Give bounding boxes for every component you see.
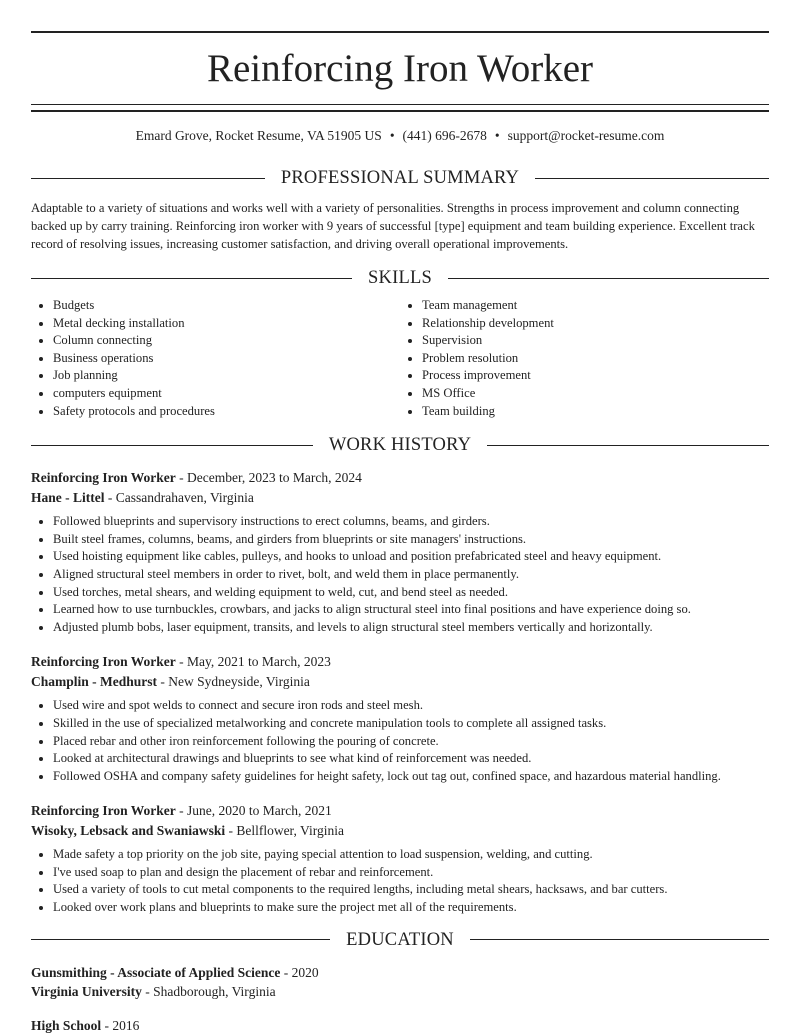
section-rule-right bbox=[448, 278, 769, 279]
header-double-rule bbox=[31, 104, 769, 112]
job-bullets bbox=[31, 846, 769, 916]
job-location: - Cassandrahaven, Virginia bbox=[104, 489, 254, 505]
section-rule-right bbox=[487, 445, 769, 446]
skill-item: • MS Office bbox=[422, 385, 769, 403]
education-year: - 2016 bbox=[101, 1017, 140, 1033]
education-section-title: EDUCATION bbox=[346, 929, 454, 950]
education-entry bbox=[31, 1016, 769, 1035]
contact-separator: • bbox=[389, 128, 395, 143]
skill-item: • Metal decking installation bbox=[53, 315, 400, 333]
skills-section-title: SKILLS bbox=[368, 268, 432, 288]
job-title-line bbox=[31, 652, 769, 672]
resume-page bbox=[31, 31, 769, 1035]
top-rule bbox=[31, 31, 769, 33]
job-company-line bbox=[31, 672, 769, 692]
education-school-line bbox=[31, 982, 769, 1002]
job-bullet: • Followed OSHA and company safety guidelines for height safety, lock out tag out, confined space, and hazardous material handling. bbox=[53, 768, 769, 786]
skill-item: • Budgets bbox=[53, 297, 400, 315]
skill-item: • Safety protocols and procedures bbox=[53, 403, 400, 421]
section-rule-right bbox=[535, 178, 769, 179]
education-degree-line bbox=[31, 963, 769, 983]
skill-item: • Job planning bbox=[53, 367, 400, 385]
summary-text: Adaptable to a variety of situations and works well with a variety of personalities. Strengths in process improvement and column connecting backed up by carry training. Reinforcing iron worker with 9 years of successful [type] equipment and team building experience. Excellent track record of resolving issues, increasing customer satisfaction, and driving overall operational improvements. bbox=[31, 201, 755, 251]
job-bullet: • Looked over work plans and blueprints to make sure the project met all of the requirements. bbox=[53, 899, 769, 917]
skills-section-header bbox=[31, 267, 769, 289]
job-company: Hane - Littel bbox=[31, 489, 105, 505]
skill-item: • Relationship development bbox=[422, 315, 769, 333]
education-section-header bbox=[31, 929, 769, 951]
job-bullet: • Placed rebar and other iron reinforcement following the pouring of concrete. bbox=[53, 733, 769, 751]
job-entry bbox=[31, 801, 769, 916]
contact-phone: (441) 696-2678 bbox=[402, 128, 487, 143]
summary-section-header bbox=[31, 167, 769, 189]
job-bullet: • Used a variety of tools to cut metal components to the required lengths, including metal shears, hacksaws, and bar cutters. bbox=[53, 881, 769, 899]
education-school: Virginia University bbox=[31, 984, 142, 1000]
job-dates: - December, 2023 to March, 2024 bbox=[175, 470, 362, 486]
education-location: - Shadborough, Virginia bbox=[141, 984, 276, 1000]
job-title-line bbox=[31, 801, 769, 821]
job-dates: - June, 2020 to March, 2021 bbox=[175, 803, 332, 819]
section-rule-left bbox=[31, 445, 313, 446]
job-bullet: • Looked at architectural drawings and blueprints to see what kind of reinforcement was needed. bbox=[53, 750, 769, 768]
job-bullet: • Used hoisting equipment like cables, pulleys, and hooks to unload and position prefabricated steel and heavy equipment. bbox=[53, 548, 769, 566]
job-title: Reinforcing Iron Worker bbox=[31, 654, 176, 670]
education-degree: High School bbox=[31, 1017, 102, 1033]
skill-item: • Business operations bbox=[53, 350, 400, 368]
education-entry bbox=[31, 963, 769, 1002]
job-entry bbox=[31, 652, 769, 785]
job-location: - Bellflower, Virginia bbox=[225, 822, 344, 838]
contact-address: Emard Grove, Rocket Resume, VA 51905 US bbox=[135, 128, 382, 143]
job-company-line bbox=[31, 821, 769, 841]
skill-item: • Column connecting bbox=[53, 332, 400, 350]
job-bullets bbox=[31, 697, 769, 785]
job-bullet: • I've used soap to plan and design the placement of rebar and reinforcement. bbox=[53, 864, 769, 882]
skill-item: • Team management bbox=[422, 297, 769, 315]
summary-section-title: PROFESSIONAL SUMMARY bbox=[280, 168, 520, 188]
education-degree: Gunsmithing - Associate of Applied Science bbox=[31, 964, 281, 980]
contact-email: support@rocket-resume.com bbox=[507, 128, 665, 143]
job-bullet: • Built steel frames, columns, beams, and girders from blueprints or site managers' instructions. bbox=[53, 531, 769, 549]
work-section-header bbox=[31, 434, 769, 456]
job-bullet: • Adjusted plumb bobs, laser equipment, transits, and levels to align structural steel members vertically and horizontally. bbox=[53, 619, 769, 637]
skills-column-left bbox=[31, 297, 400, 420]
job-bullet: • Made safety a top priority on the job site, paying special attention to load suspension, welding, and cutting. bbox=[53, 846, 769, 864]
job-bullet: • Followed blueprints and supervisory instructions to erect columns, beams, and girders. bbox=[53, 513, 769, 531]
job-company: Champlin - Medhurst bbox=[31, 673, 158, 689]
work-section-title: WORK HISTORY bbox=[328, 435, 472, 456]
skills-column-right bbox=[400, 297, 769, 420]
job-dates: - May, 2021 to March, 2023 bbox=[175, 654, 331, 670]
section-rule-right bbox=[470, 939, 769, 940]
education-degree-line bbox=[31, 1016, 769, 1035]
skill-item: • Supervision bbox=[422, 332, 769, 350]
job-bullet: • Skilled in the use of specialized metalworking and concrete manipulation tools to complete all assigned tasks. bbox=[53, 715, 769, 733]
job-location: - New Sydneyside, Virginia bbox=[157, 673, 310, 689]
education-year: - 2020 bbox=[280, 964, 319, 980]
skill-item: • Process improvement bbox=[422, 367, 769, 385]
job-bullets bbox=[31, 513, 769, 636]
skill-item: • Team building bbox=[422, 403, 769, 421]
job-title: Reinforcing Iron Worker bbox=[31, 470, 176, 486]
job-company-line bbox=[31, 488, 769, 508]
skill-item: • computers equipment bbox=[53, 385, 400, 403]
section-rule-left bbox=[31, 939, 330, 940]
section-rule-left bbox=[31, 178, 265, 179]
candidate-name: Reinforcing Iron Worker bbox=[206, 47, 594, 90]
job-bullet: • Used wire and spot welds to connect and secure iron rods and steel mesh. bbox=[53, 697, 769, 715]
job-bullet: • Aligned structural steel members in order to rivet, bolt, and weld them in place permanently. bbox=[53, 566, 769, 584]
job-title-line bbox=[31, 468, 769, 488]
job-entry bbox=[31, 468, 769, 636]
skills-list bbox=[31, 297, 769, 420]
job-company: Wisoky, Lebsack and Swaniawski bbox=[31, 822, 226, 838]
job-bullet: • Used torches, metal shears, and welding equipment to weld, cut, and bend steel as needed. bbox=[53, 584, 769, 602]
contact-line bbox=[31, 127, 769, 145]
job-title: Reinforcing Iron Worker bbox=[31, 803, 176, 819]
skill-item: • Problem resolution bbox=[422, 350, 769, 368]
section-rule-left bbox=[31, 278, 352, 279]
job-bullet: • Learned how to use turnbuckles, crowbars, and jacks to align structural steel into final positions and have experience doing so. bbox=[53, 601, 769, 619]
contact-separator: • bbox=[494, 128, 500, 143]
